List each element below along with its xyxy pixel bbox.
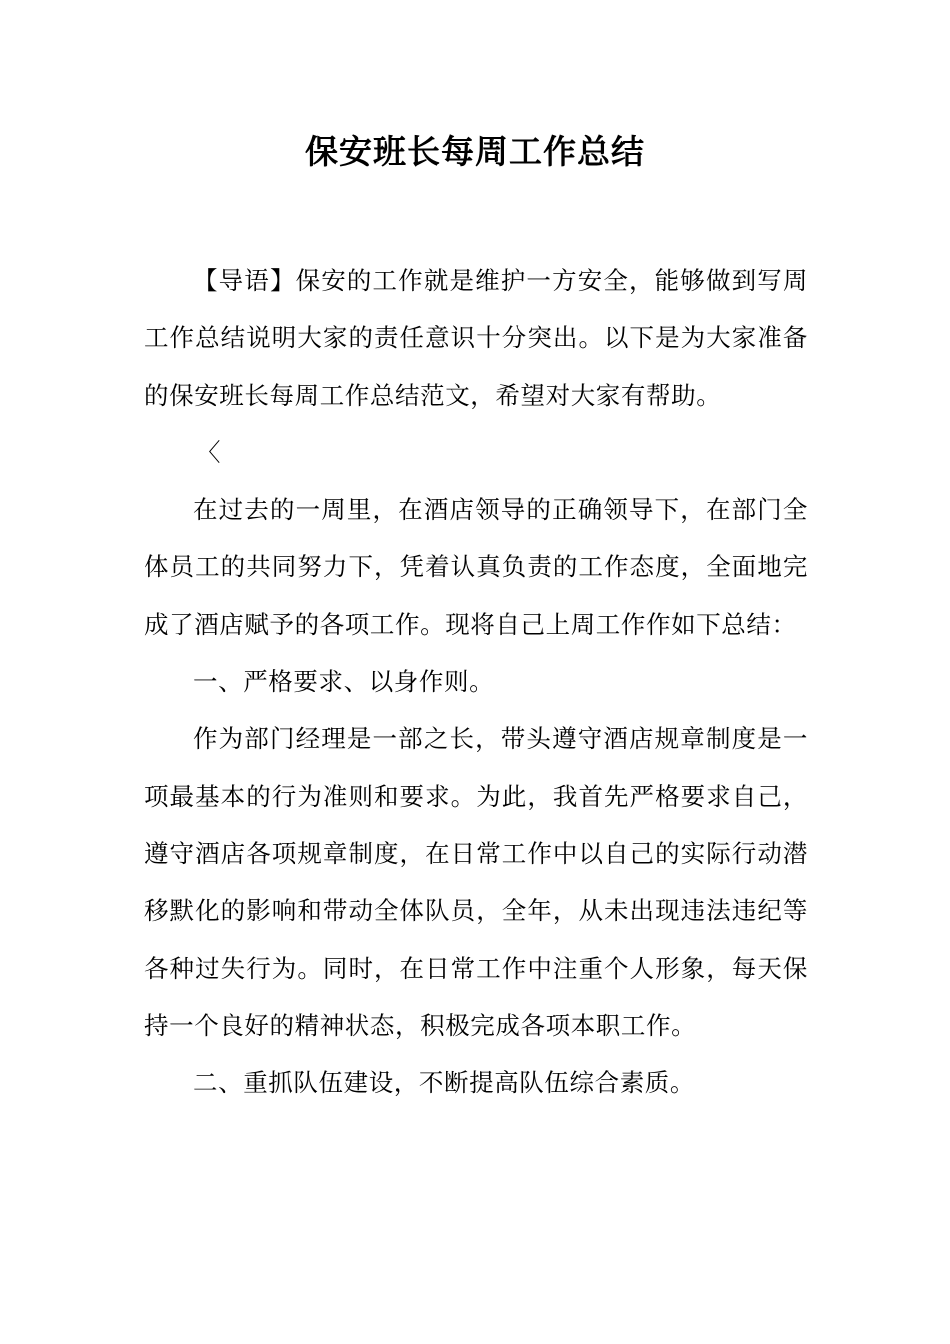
paragraph-intro: 【导语】保安的工作就是维护一方安全，能够做到写周工作总结说明大家的责任意识十分突出。以下是为大家准备的保安班长每周工作总结范文，希望对大家有帮助。 [144,266,808,410]
section-heading-1: 一、严格要求、以身作则。 [193,667,495,697]
section-heading-2: 二、重抓队伍建设，不断提高队伍综合素质。 [193,1068,695,1098]
paragraph-section-1: 作为部门经理是一部之长，带头遵守酒店规章制度是一项最基本的行为准则和要求。为此，我首先严格要求自己，遵守酒店各项规章制度，在日常工作中以自己的实际行动潜移默化的影响和带动全体队员，全年，从未出现违法违纪等各种过失行为。同时，在日常工作中注重个人形象，每天保持一个良好的精神状态，积极完成各项本职工作。 [144,724,808,1040]
paragraph-bracket-mark: 〈 [196,437,222,467]
paragraph-summary-opening: 在过去的一周里，在酒店领导的正确领导下，在部门全体员工的共同努力下，凭着认真负责的工作态度，全面地完成了酒店赋予的各项工作。现将自己上周工作作如下总结： [144,495,808,639]
document-title: 保安班长每周工作总结 [305,132,645,171]
document-body [144,252,808,1111]
